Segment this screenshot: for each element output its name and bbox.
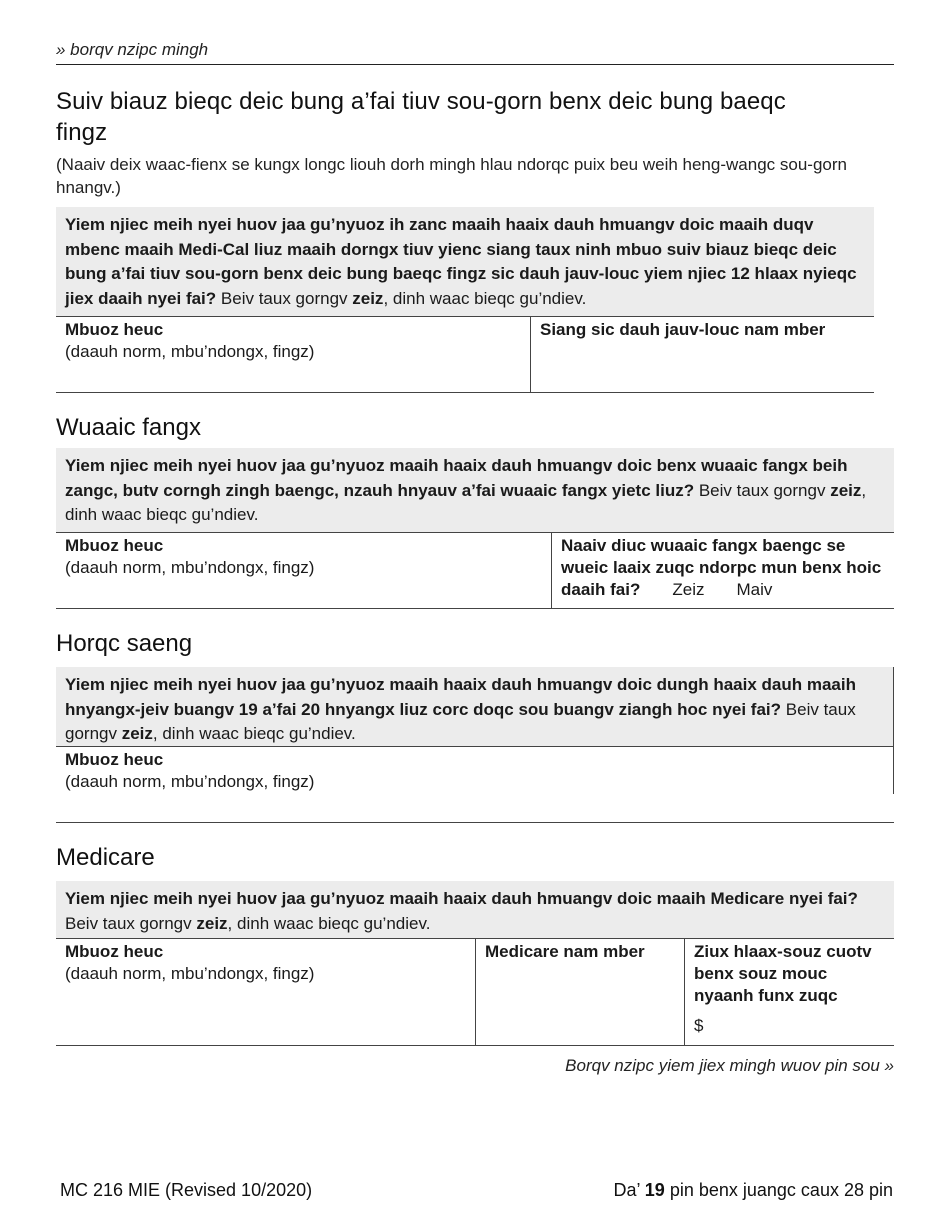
check-word: zeiz [352,288,384,308]
medicare-premium-field[interactable]: Ziux hlaax-souz cuotv benx souz mouc nyaanh funx zuqc $ [684,939,894,1045]
foster-bottom-rule [56,822,894,823]
medicare-answer-row [56,938,894,1046]
veteran-name-field[interactable]: Mbuoz heuc (daauh norm, mbu’ndongx, fingz) [65,536,315,577]
foster-name-field[interactable]: Mbuoz heuc (daauh norm, mbu’ndongx, fingz) [65,750,315,791]
cash-aid-question: Yiem njiec meih nyei huov jaa gu’nyuoz ih zanc maaih haaix dauh hmuangv doic maaih duqv mbenc maaih Medi-Cal liuz maaih dorngx tiuv yienc siang taux ninh mbuo suiv biauz bieqc deic bung a’fai tiuv sou-gorn benx deic bung baeqc fingz sic dauh jauv-louc yiem njiec 12 hlaax nyieqc jiex daaih nyei fai? Beiv taux gorngv zeiz, dinh waac bieqc gu’ndiev. [56,207,874,316]
title-note: (Naaiv deix waac-fienx se kungx longc liouh dorh mingh hlau ndorqc puix beu weih heng-wangc sou-gorn hnangv.) [56,155,847,197]
foster-heading: Horqc saeng [56,630,193,657]
medicare-name-field[interactable]: Mbuoz heuc (daauh norm, mbu’ndongx, fingz) [65,942,315,983]
currency-symbol: $ [694,1016,704,1035]
cash-aid-name-field[interactable]: Mbuoz heuc (daauh norm, mbu’ndongx, fingz) [65,320,315,361]
medicare-number-field[interactable]: Medicare nam mber [475,939,684,1045]
veteran-heading: Wuaaic fangx [56,414,201,441]
cash-aid-answer-row [56,316,874,393]
foster-question-text: Yiem njiec meih nyei huov jaa gu’nyuoz maaih haaix dauh hmuangv doic dungh haaix dauh maaih hnyangx-jeiv buangv 19 a’fai 20 hnyangx liuz corc doqc sou buangv ziangh hoc nyei fai? [65,675,856,719]
page-number: 19 [644,1180,665,1200]
foster-answer-row [56,746,894,794]
veteran-question-text: Yiem njiec meih nyei huov jaa gu’nyuoz maaih haaix dauh hmuangv doic benx wuaaic fangx beih zangc, butv corngh zingh baengc, nzauh hnyauv a’fai wuaaic fangx yietc liuz? [65,456,848,500]
page-title: Suiv biauz bieqc deic bung a’fai tiuv sou-gorn benx deic bung baeqc fingz [56,88,786,146]
top-divider [56,64,894,65]
cash-aid-case-number-field[interactable]: Siang sic dauh jauv-louc nam mber [530,317,874,392]
continued-from-previous: » borqv nzipc mingh [56,40,209,59]
medicare-question-text: Yiem njiec meih nyei huov jaa gu’nyuoz maaih haaix dauh hmuangv doic maaih Medicare nyei fai? [65,889,858,908]
medicare-question: Yiem njiec meih nyei huov jaa gu’nyuoz maaih haaix dauh hmuangv doic maaih Medicare nyei fai? Beiv taux gorngv zeiz, dinh waac bieqc gu’ndiev. [56,881,894,938]
veteran-answer-row [56,532,894,609]
medicare-heading: Medicare [56,844,155,871]
form-id: MC 216 MIE (Revised 10/2020) [60,1180,313,1200]
veteran-question: Yiem njiec meih nyei huov jaa gu’nyuoz maaih haaix dauh hmuangv doic benx wuaaic fangx beih zangc, butv corngh zingh baengc, nzauh hnyauv a’fai wuaaic fangx yietc liuz? Beiv taux gorngv zeiz, dinh waac bieqc gu’ndiev. [56,448,894,532]
continued-next-page: Borqv nzipc yiem jiex mingh wuov pin sou » [565,1056,894,1075]
option-yes[interactable]: Zeiz [672,580,705,599]
page-indicator: Da’ 19 pin benx juangc caux 28 pin [613,1180,893,1200]
cash-aid-question-text: Yiem njiec meih nyei huov jaa gu’nyuoz ih zanc maaih haaix dauh hmuangv doic maaih duqv mbenc maaih Medi-Cal liuz maaih dorngx tiuv yienc siang taux ninh mbuo suiv biauz bieqc deic bung a’fai tiuv sou-gorn benx deic bung baeqc fingz sic dauh jauv-louc yiem njiec 12 hlaax nyieqc jiex daaih nyei fai? [65,215,857,308]
option-no[interactable]: Maiv [736,580,773,599]
foster-question: Yiem njiec meih nyei huov jaa gu’nyuoz maaih haaix dauh hmuangv doic dungh haaix dauh maaih hnyangx-jeiv buangv 19 a’fai 20 hnyangx liuz corc doqc sou buangv ziangh hoc nyei fai? Beiv taux gorngv zeiz, dinh waac bieqc gu’ndiev. [56,667,894,746]
veteran-service-connected: Naaiv diuc wuaaic fangx baengc se wueic laaix zuqc ndorpc mun benx hoic daaih fai? Zeiz Maiv [551,533,894,608]
